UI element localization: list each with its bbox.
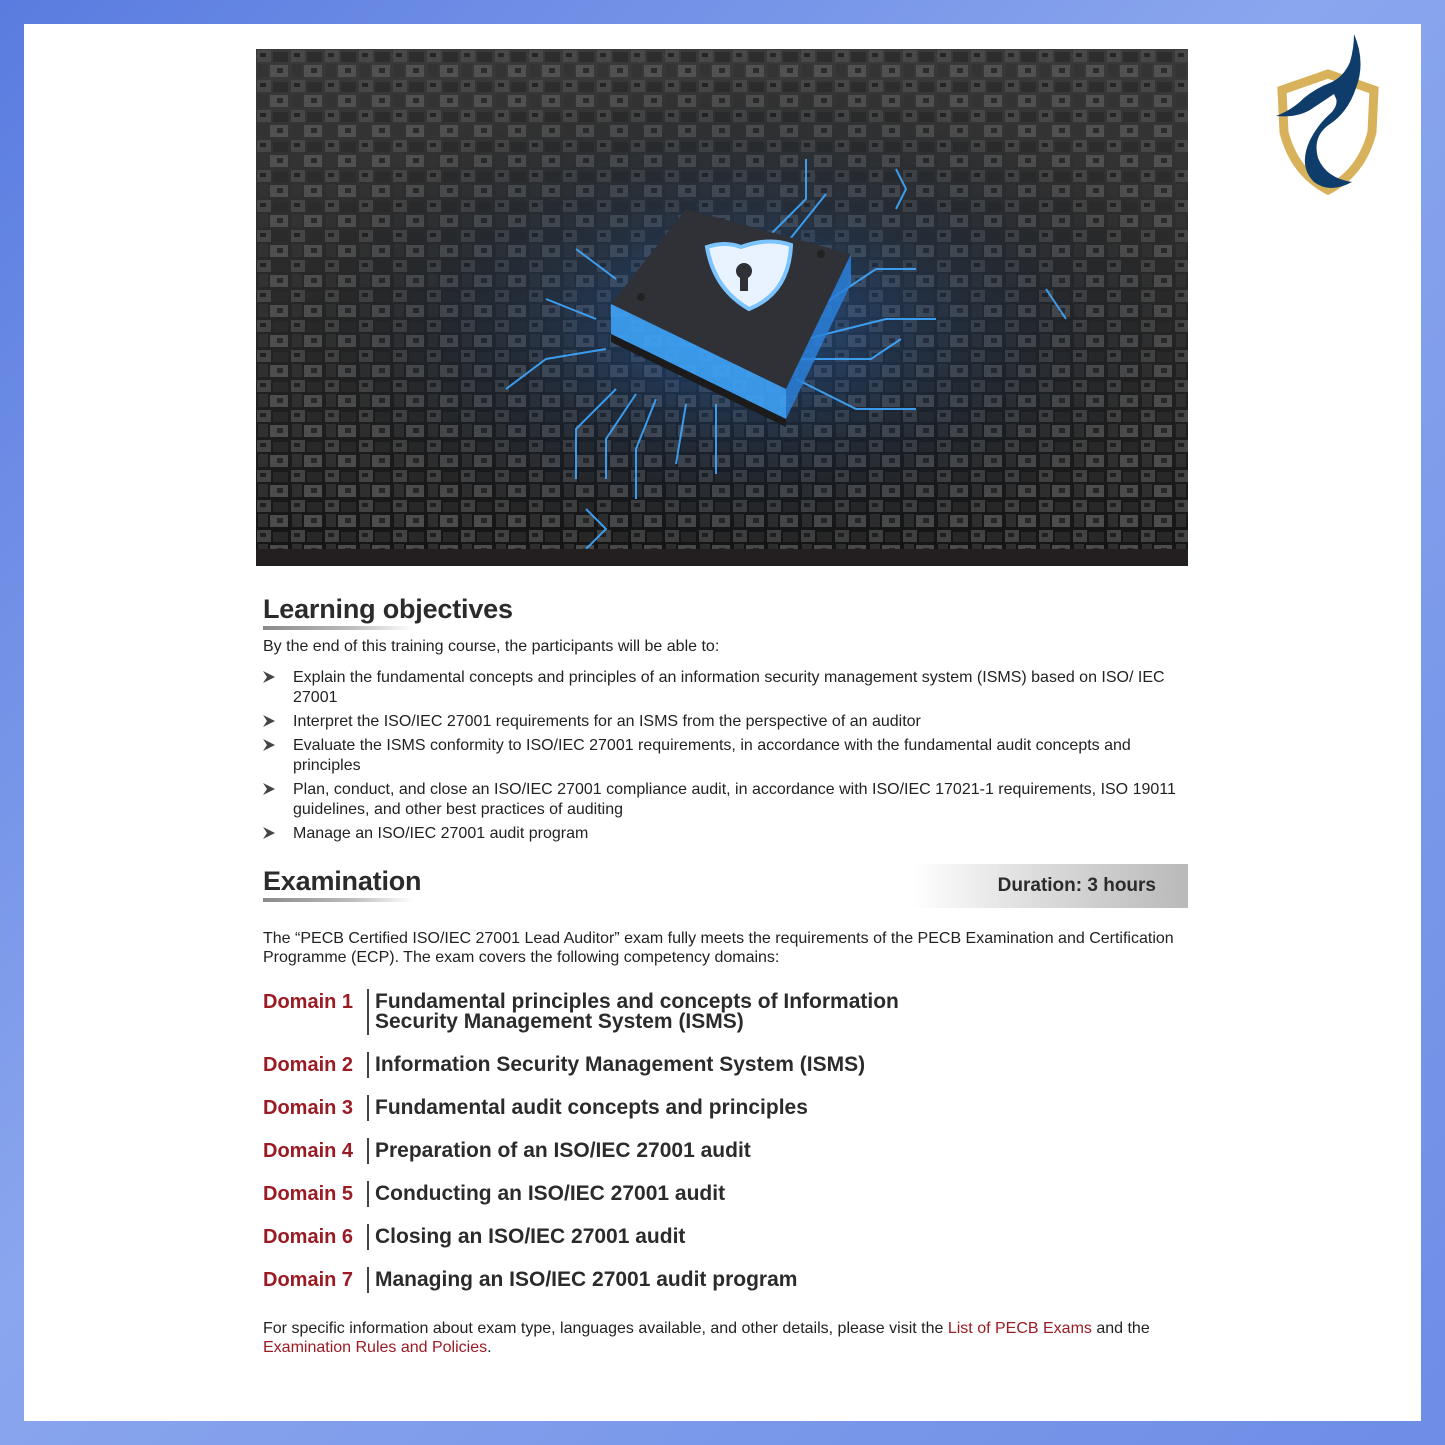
footer-text-before: For specific information about exam type, languages available, and other details, please visit the: [263, 1320, 948, 1337]
domain-text: Information Security Management System (ISMS): [367, 1052, 957, 1078]
exam-description: The “PECB Certified ISO/IEC 27001 Lead Auditor” exam fully meets the requirements of the PECB Examination and Certification Programme (ECP). The exam covers the following competency domains:: [263, 930, 1174, 966]
domain-text: Fundamental audit concepts and principles: [367, 1095, 957, 1121]
domain-row: [263, 1181, 1188, 1207]
domain-row: [263, 1267, 1188, 1293]
domain-label: Domain 7: [263, 1269, 354, 1291]
learning-intro: By the end of this training course, the participants will be able to:: [263, 638, 720, 655]
domain-row: [263, 1138, 1188, 1164]
objective-text: Interpret the ISO/IEC 27001 requirements for an ISMS from the perspective of an auditor: [293, 713, 921, 730]
domain-text: Conducting an ISO/IEC 27001 audit: [367, 1181, 957, 1207]
objective-text: Explain the fundamental concepts and principles of an information security management system (ISMS) based on ISO/ IEC 27001: [293, 669, 1165, 706]
domain-text: Managing an ISO/IEC 27001 audit program: [367, 1267, 957, 1293]
domain-list: [263, 989, 1188, 1293]
domain-label: Domain 4: [263, 1140, 354, 1162]
list-item: [263, 668, 1188, 708]
objective-text: Evaluate the ISMS conformity to ISO/IEC 27001 requirements, in accordance with the fundamental audit concepts and principles: [293, 737, 1131, 774]
objectives-list: [263, 668, 1188, 844]
domain-row: [263, 989, 1188, 1035]
objective-text: Plan, conduct, and close an ISO/IEC 27001 compliance audit, in accordance with ISO/IEC 17021-1 requirements, ISO 19011 guidelines, and other best practices of auditing: [293, 781, 1176, 818]
examination-header: [263, 864, 1188, 908]
list-of-pecb-exams-link[interactable]: List of PECB Exams: [947, 1320, 1092, 1337]
arrowhead-bullet-icon: [263, 739, 275, 751]
domain-label: Domain 1: [263, 991, 354, 1013]
domain-text: Closing an ISO/IEC 27001 audit: [367, 1224, 957, 1250]
domain-label: Domain 6: [263, 1226, 354, 1248]
objective-text: Manage an ISO/IEC 27001 audit program: [293, 825, 589, 842]
exam-info-footer: [263, 1319, 1188, 1357]
learning-objectives-title: Learning objectives: [263, 594, 513, 630]
list-item: [263, 780, 1188, 820]
arrowhead-bullet-icon: [263, 715, 275, 727]
domain-row: [263, 1052, 1188, 1078]
list-item: [263, 736, 1188, 776]
list-item: [263, 824, 1188, 844]
dragon-shield-logo: [1270, 32, 1386, 202]
arrowhead-bullet-icon: [263, 827, 275, 839]
list-item: [263, 712, 1188, 732]
hero-image: [256, 49, 1188, 566]
domain-label: Domain 3: [263, 1097, 354, 1119]
circuit-board-illustration: [256, 49, 1188, 566]
main-content: [263, 594, 1188, 1357]
examination-title: Examination: [263, 866, 421, 902]
arrowhead-bullet-icon: [263, 783, 275, 795]
duration-badge: Duration: 3 hours: [913, 864, 1188, 908]
domain-label: Domain 5: [263, 1183, 354, 1205]
page: [24, 24, 1421, 1421]
domain-row: [263, 1095, 1188, 1121]
domain-label: Domain 2: [263, 1054, 354, 1076]
domain-text: Fundamental principles and concepts of Information Security Management System (ISMS): [367, 989, 957, 1035]
examination-rules-link[interactable]: Examination Rules and Policies: [263, 1339, 488, 1356]
footer-text-middle: and the: [1091, 1320, 1150, 1337]
arrowhead-bullet-icon: [263, 671, 275, 683]
footer-text-after: .: [487, 1339, 492, 1356]
domain-text: Preparation of an ISO/IEC 27001 audit: [367, 1138, 957, 1164]
domain-row: [263, 1224, 1188, 1250]
